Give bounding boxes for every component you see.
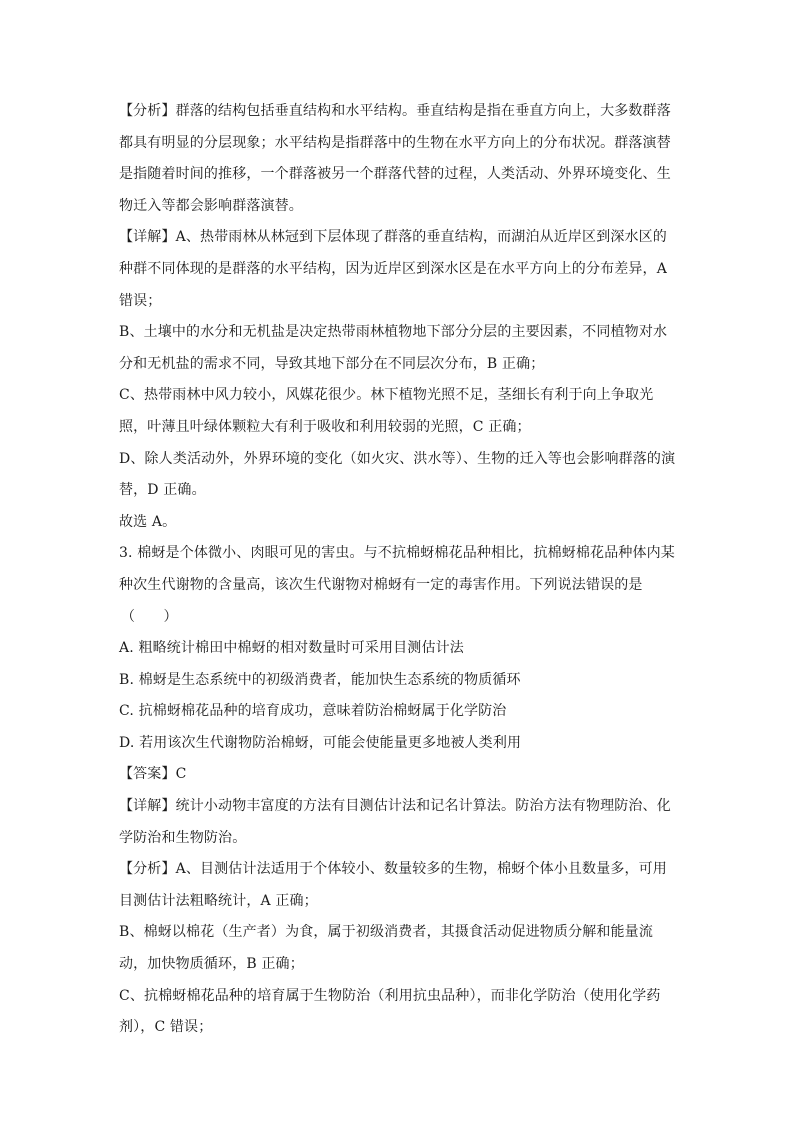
question-3 [119, 538, 679, 791]
text-line: 分和无机盐的需求不同，导致其地下部分在不同层次分布，B 正确； [119, 355, 545, 372]
text-line: 【详解】统计小动物丰富度的方法有目测估计法和记名计算法。防治方法有物理防治、化 [119, 798, 671, 815]
text-line: C、抗棉蚜棉花品种的培育属于生物防治（利用抗虫品种），而非化学防治（使用化学药 [119, 987, 661, 1004]
text-line: 【分析】A、目测估计法适用于个体较小、数量较多的生物，棉蚜个体小且数量多，可用 [119, 861, 667, 878]
option-a: A. 粗略统计棉田中棉蚜的相对数量时可采用目测估计法 [119, 640, 464, 657]
text-line: 目测估计法粗略统计，A 正确； [119, 892, 318, 909]
text-line: 故选 A。 [119, 513, 177, 530]
question-stem-line: 3. 棉蚜是个体微小、肉眼可见的害虫。与不抗棉蚜棉花品种相比，抗棉蚜棉花品种体内某 [119, 545, 675, 562]
answer-blank: （ ） [121, 608, 178, 625]
text-line: 都具有明显的分层现象；水平结构是指群落中的生物在水平方向上的分布状况。群落演替 [119, 134, 671, 151]
question-stem-line: 种次生代谢物的含量高，该次生代谢物对棉蚜有一定的毒害作用。下列说法错误的是 [119, 576, 643, 593]
option-c: C. 抗棉蚜棉花品种的培育成功，意味着防治棉蚜属于化学防治 [119, 703, 507, 720]
text-line: 错误； [119, 292, 162, 309]
text-line: 种群不同体现的是群落的水平结构，因为近岸区到深水区是在水平方向上的分布差异，A [119, 260, 667, 277]
text-line: 照，叶薄且叶绿体颗粒大有利于吸收和利用较弱的光照，C 正确； [119, 418, 531, 435]
answer-line: 【答案】C [119, 766, 187, 783]
detail-section-2 [119, 791, 679, 854]
option-d: D. 若用该次生代谢物防治棉蚜，可能会使能量更多地被人类利用 [119, 734, 522, 751]
option-b: B. 棉蚜是生态系统中的初级消费者，能加快生态系统的物质循环 [119, 671, 521, 688]
analysis-section-1 [119, 96, 679, 222]
text-line: 剂），C 错误； [119, 1019, 213, 1036]
text-line: 物迁入等都会影响群落演替。 [119, 197, 303, 214]
text-line: B、土壤中的水分和无机盐是决定热带雨林植物地下部分分层的主要因素，不同植物对水 [119, 324, 668, 341]
text-line: 替，D 正确。 [119, 482, 206, 499]
text-line: 是指随着时间的推移，一个群落被另一个群落代替的过程，人类活动、外界环境变化、生 [119, 166, 671, 183]
text-line: B、棉蚜以棉花（生产者）为食，属于初级消费者，其摄食活动促进物质分解和能量流 [119, 924, 653, 941]
text-line: C、热带雨林中风力较小，风媒花很少。林下植物光照不足，茎细长有利于向上争取光 [119, 387, 654, 404]
text-line: 学防治和生物防治。 [119, 829, 247, 846]
text-line: D、除人类活动外，外界环境的变化（如火灾、洪水等）、生物的迁入等也会影响群落的演 [119, 450, 676, 467]
text-line: 【详解】A、热带雨林从林冠到下层体现了群落的垂直结构，而湖泊从近岸区到深水区的 [119, 229, 667, 246]
text-line: 【分析】群落的结构包括垂直结构和水平结构。垂直结构是指在垂直方向上，大多数群落 [119, 103, 671, 119]
document-page [119, 96, 679, 1044]
analysis-section-2 [119, 854, 679, 1044]
detail-section-1 [119, 222, 679, 538]
text-line: 动，加快物质循环，B 正确； [119, 956, 304, 973]
